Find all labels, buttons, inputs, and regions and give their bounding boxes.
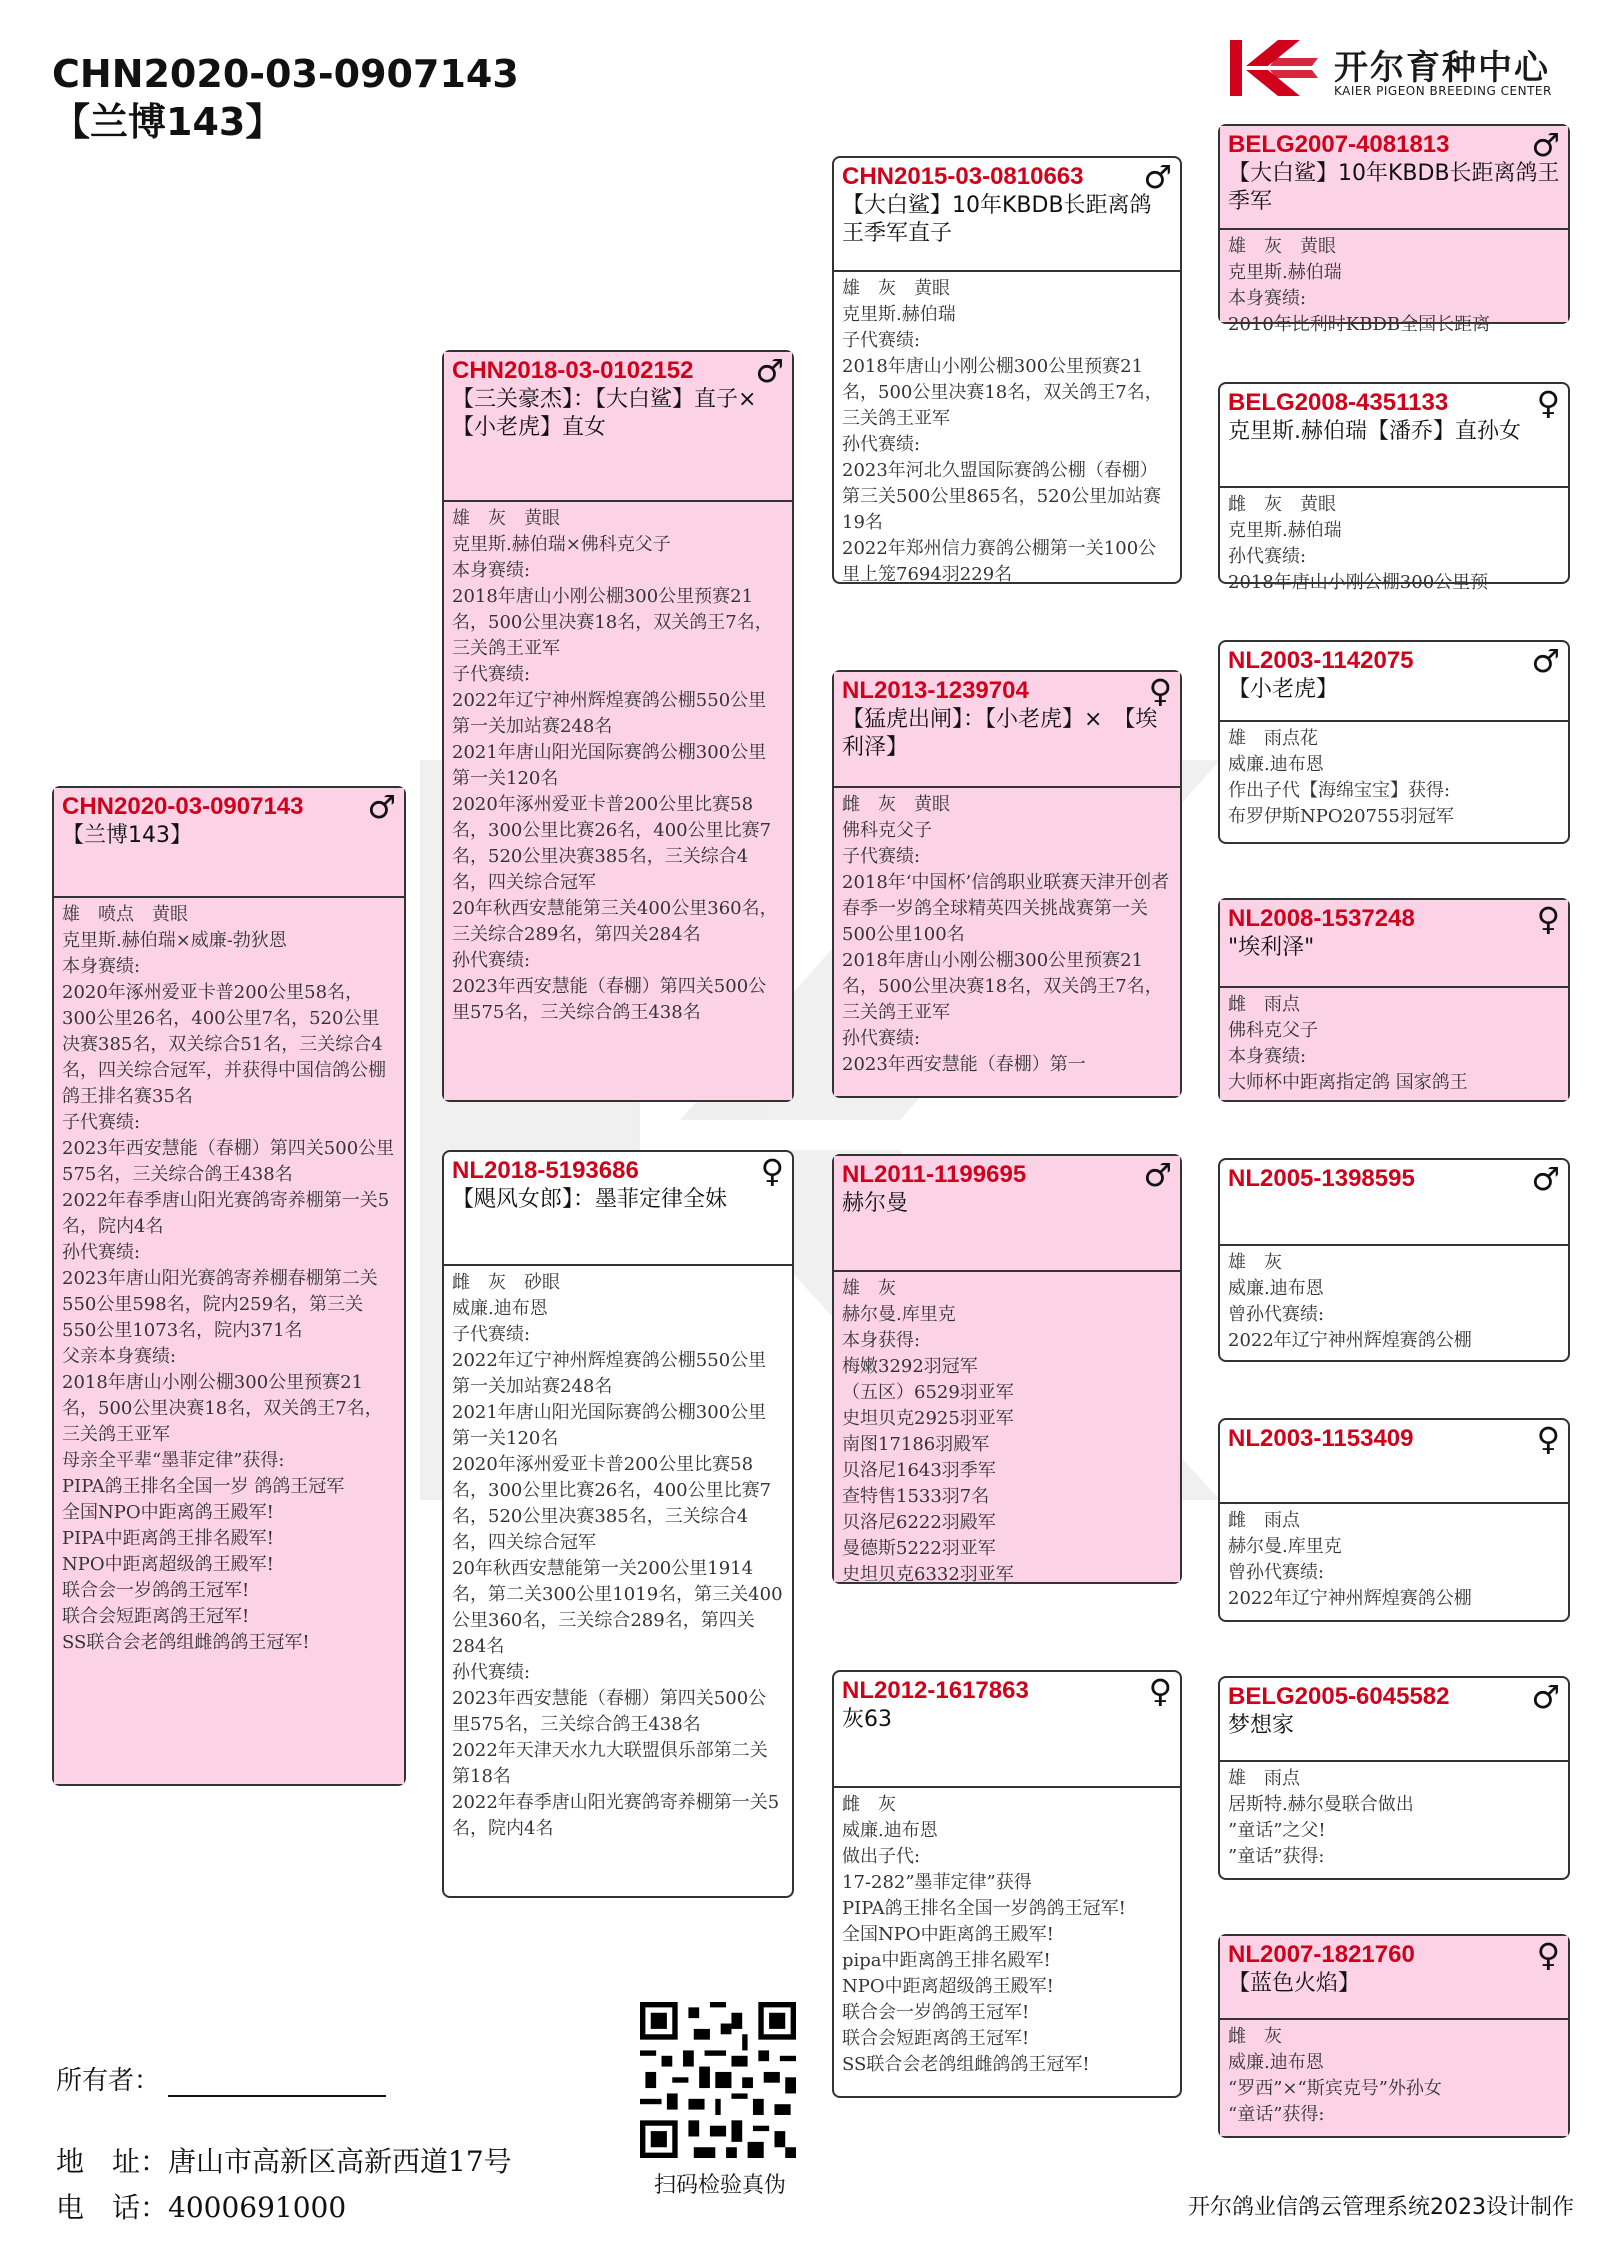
card-line: 雄 雨点: [1228, 1768, 1300, 1789]
male-symbol-icon: ♂: [367, 788, 396, 826]
card-line: 17-282”墨菲定律”获得: [842, 1872, 1032, 1893]
address-value: 唐山市高新区高新西道17号: [168, 2145, 512, 2178]
card-line: （五区）6529羽亚军: [842, 1382, 1014, 1403]
female-symbol-icon: ♀: [1536, 384, 1560, 422]
card-line: 2022年辽宁神州辉煌赛鸽公棚550公里第一关加站赛248名: [452, 1350, 767, 1397]
card-line: 父亲本身赛绩:: [62, 1346, 177, 1367]
card-header: [834, 1672, 1180, 1788]
card-line: 赫尔曼.库里克: [1228, 1536, 1342, 1557]
ring-number: CHN2020-03-0907143: [62, 793, 304, 820]
card-line: 2018年唐山小刚公棚300公里预: [1228, 572, 1489, 593]
female-symbol-icon: ♀: [1148, 1672, 1172, 1710]
card-line: 雄 雨点花: [1228, 728, 1318, 749]
pigeon-name: 【兰博143】: [62, 823, 192, 848]
card-body: [1220, 1762, 1568, 1878]
card-line: 子代赛绩:: [452, 1324, 531, 1345]
card-line: 孙代赛绩:: [452, 1662, 531, 1683]
card-line: 雌 雨点: [1228, 994, 1300, 1015]
pigeon-name: "埃利泽": [1228, 935, 1315, 960]
card-line: 2023年西安慧能（春棚）第一: [842, 1054, 1086, 1075]
card-line: 2021年唐山阳光国际赛鸽公棚300公里第一关120名: [452, 1402, 767, 1449]
ring-number: NL2018-5193686: [452, 1157, 639, 1184]
male-symbol-icon: ♂: [1531, 1160, 1560, 1198]
card-line: 雌 雨点: [1228, 1510, 1300, 1531]
male-symbol-icon: ♂: [1531, 642, 1560, 680]
card-line: 2022年辽宁神州辉煌赛鸽公棚: [1228, 1330, 1472, 1351]
male-symbol-icon: ♂: [1531, 1678, 1560, 1716]
card-line: 雄 灰 黄眼: [1228, 236, 1336, 257]
card-line: 母亲全平辈“墨菲定律”获得:: [62, 1450, 285, 1471]
ring-number: BELG2005-6045582: [1228, 1683, 1450, 1710]
card-line: 威廉.迪布恩: [1228, 2052, 1324, 2073]
logo-english-text: KAIER PIGEON BREEDING CENTER: [1334, 84, 1552, 98]
ring-number: NL2007-1821760: [1228, 1941, 1415, 1968]
pedigree-card-dam-sire[interactable]: [832, 1154, 1182, 1584]
female-symbol-icon: ♀: [1536, 900, 1560, 938]
card-line: NPO中距离超级鸽王殿军!: [842, 1976, 1054, 1997]
male-symbol-icon: ♂: [1531, 126, 1560, 164]
pigeon-name: 【飓风女郎】：墨菲定律全妹: [452, 1187, 728, 1212]
female-symbol-icon: ♀: [1536, 1936, 1560, 1974]
ring-number: NL2011-1199695: [842, 1161, 1027, 1188]
card-line: 全国NPO中距离鸽王殿军!: [842, 1924, 1054, 1945]
card-line: 贝洛尼6222羽殿军: [842, 1512, 996, 1533]
card-line: 2021年唐山阳光国际赛鸽公棚300公里第一关120名: [452, 742, 767, 789]
card-header: [834, 158, 1180, 272]
card-body: [1220, 230, 1568, 335]
logo-chinese-text: 开尔育种中心: [1334, 48, 1550, 88]
pedigree-card-dds[interactable]: [1218, 1676, 1570, 1880]
pigeon-name: 【猛虎出闸】：【小老虎】× 【埃利泽】: [842, 707, 1158, 760]
card-header: [1220, 900, 1568, 988]
brand-logo: [1228, 36, 1578, 104]
card-line: 联合会一岁鸽鸽王冠军!: [842, 2002, 1030, 2023]
card-header: [834, 1156, 1180, 1272]
card-line: 本身赛绩:: [452, 560, 531, 581]
phone-label: 电 话：: [56, 2191, 169, 2224]
card-line: 2018年唐山小刚公棚300公里预赛21名，500公里决赛18名，双关鸽王7名，三关鸽王亚军: [842, 950, 1163, 1023]
card-line: 克里斯.赫伯瑞: [1228, 262, 1342, 283]
qr-code-icon[interactable]: [640, 2002, 796, 2158]
owner-blank-line: [168, 2071, 386, 2097]
pedigree-card-dam-dam[interactable]: [832, 1670, 1182, 2098]
card-line: 佛科克父子: [842, 820, 932, 841]
card-line: 孙代赛绩:: [1228, 546, 1307, 567]
card-body: [1220, 722, 1568, 842]
card-line: 子代赛绩:: [842, 330, 921, 351]
card-line: 曾孙代赛绩:: [1228, 1304, 1325, 1325]
ring-number: CHN2015-03-0810663: [842, 163, 1084, 190]
ring-number: NL2003-1142075: [1228, 647, 1414, 674]
card-line: “罗西”×“斯宾克号”外孙女: [1228, 2078, 1442, 2099]
card-line: “童话”获得:: [1228, 2104, 1325, 2125]
owner-field: [56, 2060, 386, 2097]
card-line: NPO中距离超级鸽王殿军!: [62, 1554, 274, 1575]
card-header: [54, 788, 404, 898]
pedigree-card-sire[interactable]: [442, 350, 794, 1102]
card-line: 2023年唐山阳光赛鸽寄养棚春棚第二关550公里598名，院内259名，第三关550公里1073名，院内371名: [62, 1268, 378, 1341]
title-ring-number: CHN2020-03-0907143: [52, 52, 519, 96]
card-line: 梅嫩3292羽冠军: [842, 1356, 978, 1377]
card-line: 2023年河北久盟国际赛鸽公棚（春棚）第三关500公里865名，520公里加站赛19名: [842, 460, 1162, 533]
card-line: 雄 灰: [842, 1278, 896, 1299]
address-label: 地 址：: [56, 2145, 169, 2178]
card-line: 2023年西安慧能（春棚）第四关500公里575名，三关综合鸽王438名: [452, 976, 767, 1023]
female-symbol-icon: ♀: [1148, 672, 1172, 710]
card-line: 赫尔曼.库里克: [842, 1304, 956, 1325]
pedigree-card-dss[interactable]: [1218, 1158, 1570, 1362]
pigeon-name: 灰63: [842, 1707, 892, 1732]
pigeon-name: 克里斯.赫伯瑞【潘乔】直孙女: [1228, 419, 1521, 444]
card-line: 威廉.迪布恩: [1228, 754, 1324, 775]
card-line: 2010年比利时KBDB全国长距离: [1228, 314, 1491, 335]
pedigree-card-subject[interactable]: [52, 786, 406, 1786]
card-line: 2022年天津天水九大联盟俱乐部第二关第18名: [452, 1740, 768, 1787]
card-line: 雄 喷点 黄眼: [62, 904, 188, 925]
card-body: [834, 272, 1180, 585]
card-line: 做出子代:: [842, 1846, 921, 1867]
card-line: 联合会短距离鸽王冠军!: [842, 2028, 1030, 2049]
card-body: [1220, 1246, 1568, 1360]
card-line: 威廉.迪布恩: [1228, 1278, 1324, 1299]
phone-value: 4000691000: [168, 2191, 347, 2224]
pedigree-card-dam[interactable]: [442, 1150, 794, 1898]
card-line: PIPA鸽王排名全国一岁鸽鸽王冠军!: [842, 1898, 1126, 1919]
pigeon-name: 【大白鲨】10年KBDB长距离鸽王季军: [1228, 161, 1560, 214]
card-header: [1220, 1160, 1568, 1246]
card-line: 雌 灰: [842, 1794, 896, 1815]
ring-number: BELG2007-4081813: [1228, 131, 1450, 158]
card-line: 2022年郑州信力赛鸽公棚第一关100公里上笼7694羽229名: [842, 538, 1157, 585]
card-line: 孙代赛绩:: [62, 1242, 141, 1263]
card-line: 查特售1533羽7名: [842, 1486, 990, 1507]
pedigree-card-sire-dam[interactable]: [832, 670, 1182, 1098]
ring-number: NL2008-1537248: [1228, 905, 1415, 932]
card-line: 佛科克父子: [1228, 1020, 1318, 1041]
card-header: [444, 1152, 792, 1266]
card-line: 大师杯中距离指定鸽 国家鸽王: [1228, 1072, 1468, 1093]
pigeon-name: 赫尔曼: [842, 1191, 909, 1216]
qr-label: 扫码检验真伪: [653, 2173, 786, 2198]
card-line: 2023年西安慧能（春棚）第四关500公里575名，三关综合鸽王438名: [62, 1138, 395, 1185]
card-line: 2020年涿州爱亚卡普200公里比赛58名，300公里比赛26名，400公里比赛7名，520公里决赛385名，三关综合4名，四关综合冠军: [452, 1454, 772, 1553]
card-header: [1220, 126, 1568, 230]
owner-label: 所有者：: [56, 2066, 161, 2096]
card-line: 2020年涿州爱亚卡普200公里58名，300公里26名，400公里7名，520公里决赛385名，双关综合51名，三关综合4名，四关综合冠军，并获得中国信鸽公棚鸽王排名赛35名: [62, 982, 386, 1107]
card-line: 居斯特.赫尔曼联合做出: [1228, 1794, 1414, 1815]
card-line: 克里斯.赫伯瑞×佛科克父子: [452, 534, 671, 555]
card-line: 作出子代【海绵宝宝】获得:: [1228, 780, 1451, 801]
pedigree-card-ddd[interactable]: [1218, 1934, 1570, 2138]
card-header: [1220, 1678, 1568, 1762]
title-pigeon-name: 【兰博143】: [52, 100, 284, 144]
card-line: 全国NPO中距离鸽王殿军!: [62, 1502, 274, 1523]
card-line: PIPA鸽王排名全国一岁 鸽鸽王冠军: [62, 1476, 345, 1497]
ring-number: NL2003-1153409: [1228, 1425, 1414, 1452]
card-line: 孙代赛绩:: [842, 1028, 921, 1049]
card-header: [1220, 642, 1568, 722]
card-header: [444, 352, 792, 502]
ring-number: CHN2018-03-0102152: [452, 357, 694, 384]
pigeon-name: 【小老虎】: [1228, 677, 1339, 702]
card-line: 20年秋西安慧能第三关400公里360名，三关综合289名，第四关284名: [452, 898, 778, 945]
pigeon-name: 【大白鲨】10年KBDB长距离鸽王季军直子: [842, 193, 1152, 246]
card-line: 子代赛绩:: [452, 664, 531, 685]
female-symbol-icon: ♀: [760, 1152, 784, 1190]
card-body: [444, 1266, 792, 1896]
pedigree-card-sds[interactable]: [1218, 640, 1570, 844]
card-line: 威廉.迪布恩: [452, 1298, 548, 1319]
card-line: 贝洛尼1643羽季军: [842, 1460, 996, 1481]
card-line: 威廉.迪布恩: [842, 1820, 938, 1841]
card-line: SS联合会老鸽组雌鸽鸽王冠军!: [842, 2054, 1090, 2075]
card-body: [834, 1272, 1180, 1585]
card-line: 本身赛绩:: [1228, 1046, 1307, 1067]
card-body: [1220, 988, 1568, 1100]
pedigree-card-sss[interactable]: [1218, 124, 1570, 335]
card-line: 2018年唐山小刚公棚300公里预赛21名，500公里决赛18名，双关鸽王7名，三关鸽王亚军: [842, 356, 1163, 429]
card-line: 克里斯.赫伯瑞×威廉-勃狄恩: [62, 930, 287, 951]
card-line: 雄 灰 黄眼: [842, 278, 950, 299]
card-line: 雄 灰 黄眼: [452, 508, 560, 529]
card-line: 子代赛绩:: [62, 1112, 141, 1133]
footer-credit: 开尔鸽业信鸽云管理系统2023设计制作: [1188, 2195, 1574, 2220]
card-line: 2022年辽宁神州辉煌赛鸽公棚550公里第一关加站赛248名: [452, 690, 767, 737]
card-line: 曼德斯5222羽亚军: [842, 1538, 996, 1559]
card-line: 2020年涿州爱亚卡普200公里比赛58名，300公里比赛26名，400公里比赛7名，520公里决赛385名，三关综合4名，四关综合冠军: [452, 794, 772, 893]
pigeon-name: 【三关豪杰】：【大白鲨】直子×【小老虎】直女: [452, 387, 757, 440]
card-body: [54, 898, 404, 1784]
card-line: 雌 灰: [1228, 2026, 1282, 2047]
card-line: 联合会一岁鸽鸽王冠军!: [62, 1580, 250, 1601]
card-header: [1220, 1936, 1568, 2020]
card-line: pipa中距离鸽王排名殿军!: [842, 1950, 1051, 1971]
male-symbol-icon: ♂: [1143, 1156, 1172, 1194]
card-body: [444, 502, 792, 1100]
card-header: [1220, 1420, 1568, 1504]
card-line: 南图17186羽殿军: [842, 1434, 990, 1455]
card-line: 2022年春季唐山阳光赛鸽寄养棚第一关5名，院内4名: [452, 1792, 780, 1839]
card-line: 联合会短距离鸽王冠军!: [62, 1606, 250, 1627]
card-line: 本身赛绩:: [62, 956, 141, 977]
card-line: 雌 灰 黄眼: [1228, 494, 1336, 515]
card-line: 2022年辽宁神州辉煌赛鸽公棚: [1228, 1588, 1472, 1609]
card-line: 本身赛绩:: [1228, 288, 1307, 309]
pedigree-card-ssd[interactable]: [1218, 382, 1570, 593]
female-symbol-icon: ♀: [1536, 1420, 1560, 1458]
card-line: ”童话”获得:: [1228, 1846, 1325, 1867]
card-header: [1220, 384, 1568, 488]
card-body: [834, 1788, 1180, 2096]
kaier-logo-icon: [1228, 36, 1320, 100]
card-line: 2018年唐山小刚公棚300公里预赛21名，500公里决赛18名，双关鸽王7名，三关鸽王亚军: [452, 586, 773, 659]
male-symbol-icon: ♂: [755, 352, 784, 390]
ring-number: BELG2008-4351133: [1228, 389, 1449, 416]
card-line: 史坦贝克6332羽亚军: [842, 1564, 1014, 1585]
card-line: 2023年西安慧能（春棚）第四关500公里575名，三关综合鸽王438名: [452, 1688, 767, 1735]
phone-row: [56, 2186, 346, 2226]
card-line: 雌 灰 黄眼: [842, 794, 950, 815]
card-line: 子代赛绩:: [842, 846, 921, 867]
card-line: 克里斯.赫伯瑞: [842, 304, 956, 325]
card-line: 本身获得:: [842, 1330, 921, 1351]
card-line: PIPA中距离鸽王排名殿军!: [62, 1528, 274, 1549]
card-line: 曾孙代赛绩:: [1228, 1562, 1325, 1583]
card-line: 2018年唐山小刚公棚300公里预赛21名，500公里决赛18名，双关鸽王7名，三关鸽王亚军: [62, 1372, 383, 1445]
pedigree-card-sire-sire[interactable]: [832, 156, 1182, 584]
card-body: [1220, 1504, 1568, 1620]
pigeon-name: 梦想家: [1228, 1713, 1295, 1738]
card-body: [834, 788, 1180, 1096]
card-line: 20年秋西安慧能第一关200公里1914名，第二关300公里1019名，第三关400公里360名，三关综合289名，第四关284名: [452, 1558, 783, 1657]
card-line: 2022年春季唐山阳光赛鸽寄养棚第一关5名，院内4名: [62, 1190, 390, 1237]
card-line: 孙代赛绩:: [842, 434, 921, 455]
card-line: 雄 灰: [1228, 1252, 1282, 1273]
card-line: 孙代赛绩:: [452, 950, 531, 971]
ring-number: NL2012-1617863: [842, 1677, 1029, 1704]
ring-number: NL2005-1398595: [1228, 1165, 1415, 1192]
address-row: [56, 2140, 512, 2180]
page-title: [52, 50, 519, 146]
card-line: 2018年‘中国杯’信鸽职业联赛天津开创者春季一岁鸽全球精英四关挑战赛第一关500公里100名: [842, 872, 1170, 945]
pedigree-card-sdd[interactable]: [1218, 898, 1570, 1102]
card-body: [1220, 2020, 1568, 2136]
card-line: 布罗伊斯NPO20755羽冠军: [1228, 806, 1454, 827]
card-line: 史坦贝克2925羽亚军: [842, 1408, 1014, 1429]
card-header: [834, 672, 1180, 788]
card-body: [1220, 488, 1568, 593]
pigeon-name: 【蓝色火焰】: [1228, 1971, 1361, 1996]
card-line: 克里斯.赫伯瑞: [1228, 520, 1342, 541]
male-symbol-icon: ♂: [1143, 158, 1172, 196]
card-line: SS联合会老鸽组雌鸽鸽王冠军!: [62, 1632, 310, 1653]
pedigree-card-dsd[interactable]: [1218, 1418, 1570, 1622]
card-line: 雌 灰 砂眼: [452, 1272, 560, 1293]
card-line: ”童话”之父!: [1228, 1820, 1326, 1841]
ring-number: NL2013-1239704: [842, 677, 1029, 704]
